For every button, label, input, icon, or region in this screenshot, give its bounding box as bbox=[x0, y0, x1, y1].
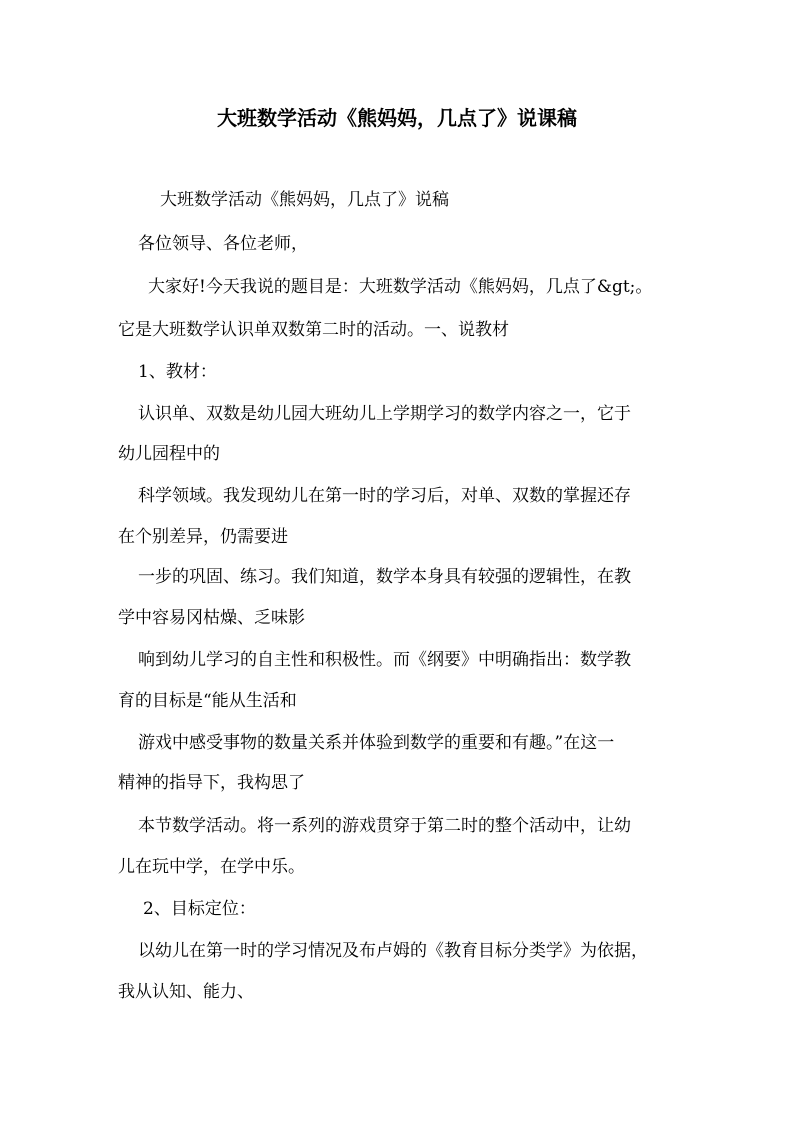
paragraph-line: 精神的指导下，我构思了 bbox=[118, 773, 305, 793]
paragraph-line: 大班数学活动《熊妈妈，几点了》说稿 bbox=[160, 190, 449, 210]
paragraph-line: 以幼儿在第一时的学习情况及布卢姆的《教育目标分类学》为依据， bbox=[138, 941, 648, 961]
paragraph-line: 科学领域。我发现幼儿在第一时的学习后，对单、双数的掌握还存 bbox=[138, 486, 631, 506]
paragraph-line: 各位领导、各位老师， bbox=[138, 234, 308, 254]
paragraph-line: 在个别差异，仍需要进 bbox=[118, 527, 288, 547]
paragraph-line: 1、教材： bbox=[138, 362, 217, 382]
paragraph-line: 本节数学活动。将一系列的游戏贯穿于第二时的整个活动中，让幼 bbox=[138, 816, 631, 836]
paragraph-line: 它是大班数学认识单双数第二时的活动。一、说教材 bbox=[118, 320, 509, 340]
paragraph-line: 儿在玩中学，在学中乐。 bbox=[118, 857, 305, 877]
document-title: 大班数学活动《熊妈妈，几点了》说课稿 bbox=[217, 106, 577, 130]
paragraph-line: 育的目标是“能从生活和 bbox=[118, 691, 297, 711]
paragraph-line: 认识单、双数是幼儿园大班幼儿上学期学习的数学内容之一，它于 bbox=[138, 404, 631, 424]
paragraph-line: 我从认知、能力、 bbox=[118, 982, 254, 1002]
paragraph-line: 2、目标定位： bbox=[143, 899, 256, 919]
paragraph-line: 一步的巩固、练习。我们知道，数学本身具有较强的逻辑性，在教 bbox=[138, 567, 631, 587]
paragraph-line: 响到幼儿学习的自主性和积极性。而《纲要》中明确指出：数学教 bbox=[138, 650, 631, 670]
paragraph-line: 幼儿园程中的 bbox=[118, 444, 220, 464]
paragraph-line: 游戏中感受事物的数量关系并体验到数学的重要和有趣。”在这一 bbox=[138, 733, 615, 753]
paragraph-line: 学中容易冈枯燥、乏味影 bbox=[118, 608, 305, 628]
paragraph-line: 大家好!今天我说的题目是：大班数学活动《熊妈妈，几点了&gt;。 bbox=[148, 277, 653, 297]
